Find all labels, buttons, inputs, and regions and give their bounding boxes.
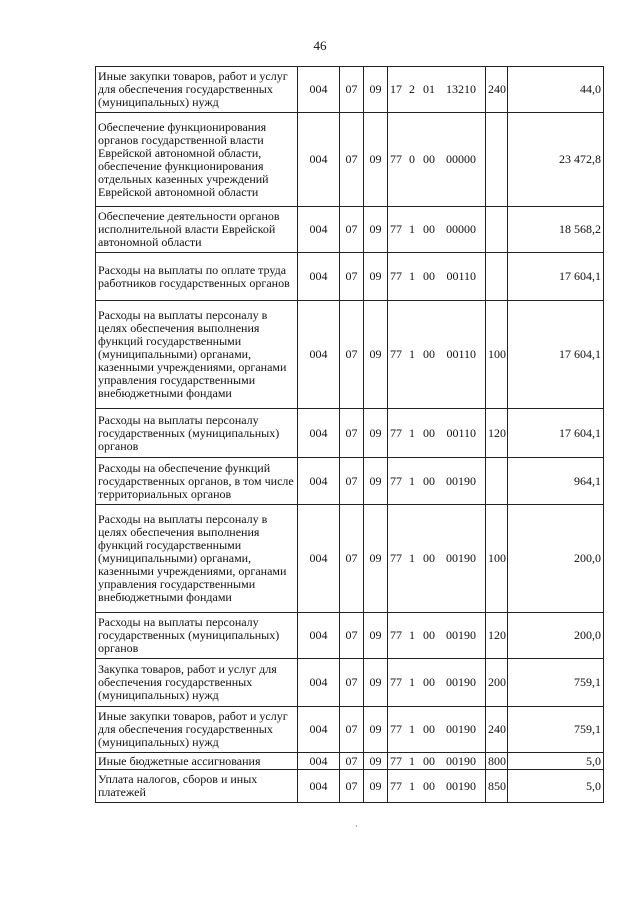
ministry-code: 004 xyxy=(298,207,340,253)
csr-subprogram: 1 xyxy=(409,269,415,283)
expense-type-code: 200 xyxy=(486,659,508,707)
ministry-code: 004 xyxy=(298,707,340,753)
target-article-code xyxy=(388,67,486,113)
csr-program: 77 xyxy=(390,628,402,642)
target-article-code xyxy=(388,409,486,458)
csr-direction: 13210 xyxy=(446,82,476,96)
section-code: 07 xyxy=(340,253,364,301)
target-article-code xyxy=(388,707,486,753)
row-name: Расходы на выплаты персоналу государственных (муниципальных) органов xyxy=(96,409,298,458)
subsection-code: 09 xyxy=(364,67,388,113)
section-code: 07 xyxy=(340,67,364,113)
table-row xyxy=(96,753,604,770)
csr-program: 77 xyxy=(390,778,402,793)
csr-event: 00 xyxy=(423,778,435,793)
subsection-code: 09 xyxy=(364,770,388,803)
amount: 17 604,1 xyxy=(508,253,604,301)
csr-event: 00 xyxy=(423,675,435,689)
ministry-code: 004 xyxy=(298,409,340,458)
expense-type-code xyxy=(486,253,508,301)
row-name: Расходы на выплаты по оплате труда работников государственных органов xyxy=(96,253,298,301)
subsection-code: 09 xyxy=(364,659,388,707)
csr-direction: 00190 xyxy=(446,473,476,488)
target-article-code xyxy=(388,253,486,301)
subsection-code: 09 xyxy=(364,113,388,207)
budget-table xyxy=(95,66,604,803)
csr-direction: 00190 xyxy=(446,628,476,642)
ministry-code: 004 xyxy=(298,659,340,707)
csr-event: 00 xyxy=(423,551,435,565)
csr-direction: 00000 xyxy=(446,222,476,236)
row-name: Иные бюджетные ассигнования xyxy=(96,753,298,770)
csr-subprogram: 1 xyxy=(409,753,415,768)
csr-event: 00 xyxy=(423,347,435,361)
target-article-code xyxy=(388,207,486,253)
csr-subprogram: 1 xyxy=(409,551,415,565)
table-row xyxy=(96,409,604,458)
expense-type-code: 240 xyxy=(486,67,508,113)
ministry-code: 004 xyxy=(298,505,340,613)
csr-direction: 00190 xyxy=(446,778,476,793)
csr-program: 77 xyxy=(390,347,402,361)
subsection-code: 09 xyxy=(364,753,388,770)
subsection-code: 09 xyxy=(364,613,388,659)
row-name: Иные закупки товаров, работ и услуг для обеспечения государственных (муниципальных) нужд xyxy=(96,707,298,753)
csr-event: 00 xyxy=(423,152,435,166)
csr-event: 00 xyxy=(423,473,435,488)
expense-type-code: 240 xyxy=(486,707,508,753)
table-row xyxy=(96,659,604,707)
amount: 5,0 xyxy=(508,753,604,770)
csr-direction: 00190 xyxy=(446,753,476,768)
section-code: 07 xyxy=(340,207,364,253)
ministry-code: 004 xyxy=(298,113,340,207)
amount: 23 472,8 xyxy=(508,113,604,207)
section-code: 07 xyxy=(340,301,364,409)
amount: 17 604,1 xyxy=(508,301,604,409)
csr-event: 01 xyxy=(423,82,435,96)
row-name: Закупка товаров, работ и услуг для обеспечения государственных (муниципальных) нужд xyxy=(96,659,298,707)
page-number: 46 xyxy=(313,38,327,53)
table-row xyxy=(96,253,604,301)
section-code: 07 xyxy=(340,505,364,613)
amount: 18 568,2 xyxy=(508,207,604,253)
row-name: Обеспечение функционирования органов государственной власти Еврейской автономной области, обеспечение функционирования отдельных казенных учреждений Еврейской автономной области xyxy=(96,113,298,207)
csr-program: 77 xyxy=(390,269,402,283)
section-code: 07 xyxy=(340,458,364,505)
target-article-code xyxy=(388,753,486,770)
csr-subprogram: 1 xyxy=(409,473,415,488)
table-row xyxy=(96,113,604,207)
csr-program: 77 xyxy=(390,551,402,565)
csr-direction: 00110 xyxy=(446,347,476,361)
csr-subprogram: 1 xyxy=(409,778,415,793)
expense-type-code xyxy=(486,113,508,207)
csr-program: 77 xyxy=(390,425,402,440)
table-row xyxy=(96,207,604,253)
section-code: 07 xyxy=(340,613,364,659)
expense-type-code: 100 xyxy=(486,505,508,613)
target-article-code xyxy=(388,458,486,505)
csr-program: 77 xyxy=(390,722,402,736)
csr-event: 00 xyxy=(423,628,435,642)
row-name: Иные закупки товаров, работ и услуг для обеспечения государственных (муниципальных) нужд xyxy=(96,67,298,113)
table-row xyxy=(96,458,604,505)
csr-subprogram: 1 xyxy=(409,628,415,642)
table-row xyxy=(96,301,604,409)
subsection-code: 09 xyxy=(364,707,388,753)
csr-direction: 00190 xyxy=(446,722,476,736)
expense-type-code: 100 xyxy=(486,301,508,409)
row-name: Расходы на обеспечение функций государственных органов, в том числе территориальных органов xyxy=(96,458,298,505)
section-code: 07 xyxy=(340,707,364,753)
ministry-code: 004 xyxy=(298,67,340,113)
csr-event: 00 xyxy=(423,269,435,283)
amount: 759,1 xyxy=(508,659,604,707)
subsection-code: 09 xyxy=(364,253,388,301)
subsection-code: 09 xyxy=(364,458,388,505)
csr-subprogram: 1 xyxy=(409,425,415,440)
csr-direction: 00110 xyxy=(446,425,476,440)
row-name: Обеспечение деятельности органов исполнительной власти Еврейской автономной области xyxy=(96,207,298,253)
section-code: 07 xyxy=(340,409,364,458)
csr-program: 77 xyxy=(390,473,402,488)
subsection-code: 09 xyxy=(364,301,388,409)
expense-type-code: 120 xyxy=(486,613,508,659)
amount: 5,0 xyxy=(508,770,604,803)
expense-type-code: 850 xyxy=(486,770,508,803)
subsection-code: 09 xyxy=(364,505,388,613)
amount: 200,0 xyxy=(508,613,604,659)
row-name: Расходы на выплаты персоналу в целях обеспечения выполнения функций государственными (муниципальными) органами, казенными учреждениями, органами управления государственными внебюджетными фондами xyxy=(96,301,298,409)
csr-subprogram: 0 xyxy=(409,152,415,166)
csr-direction: 00190 xyxy=(446,675,476,689)
csr-event: 00 xyxy=(423,222,435,236)
ministry-code: 004 xyxy=(298,613,340,659)
amount: 200,0 xyxy=(508,505,604,613)
csr-event: 00 xyxy=(423,425,435,440)
amount: 17 604,1 xyxy=(508,409,604,458)
csr-program: 77 xyxy=(390,675,402,689)
ministry-code: 004 xyxy=(298,770,340,803)
row-name: Уплата налогов, сборов и иных платежей xyxy=(96,770,298,803)
section-code: 07 xyxy=(340,113,364,207)
csr-direction: 00000 xyxy=(446,152,476,166)
subsection-code: 09 xyxy=(364,207,388,253)
ministry-code: 004 xyxy=(298,753,340,770)
target-article-code xyxy=(388,301,486,409)
amount: 759,1 xyxy=(508,707,604,753)
csr-program: 17 xyxy=(390,82,402,96)
section-code: 07 xyxy=(340,753,364,770)
csr-subprogram: 2 xyxy=(409,82,415,96)
section-code: 07 xyxy=(340,659,364,707)
target-article-code xyxy=(388,113,486,207)
csr-event: 00 xyxy=(423,753,435,768)
amount: 964,1 xyxy=(508,458,604,505)
table-row xyxy=(96,707,604,753)
target-article-code xyxy=(388,770,486,803)
section-code: 07 xyxy=(340,770,364,803)
amount: 44,0 xyxy=(508,67,604,113)
target-article-code xyxy=(388,505,486,613)
table-row xyxy=(96,67,604,113)
expense-type-code: 800 xyxy=(486,753,508,770)
csr-direction: 00190 xyxy=(446,551,476,565)
csr-program: 77 xyxy=(390,152,402,166)
csr-subprogram: 1 xyxy=(409,222,415,236)
subsection-code: 09 xyxy=(364,409,388,458)
table-row xyxy=(96,770,604,803)
table-row xyxy=(96,613,604,659)
csr-subprogram: 1 xyxy=(409,722,415,736)
target-article-code xyxy=(388,659,486,707)
csr-program: 77 xyxy=(390,753,402,768)
scan-artifact-dot: · xyxy=(355,822,358,831)
ministry-code: 004 xyxy=(298,253,340,301)
csr-program: 77 xyxy=(390,222,402,236)
row-name: Расходы на выплаты персоналу в целях обеспечения выполнения функций государственными (муниципальными) органами, казенными учреждениями, органами управления государственными внебюджетными фондами xyxy=(96,505,298,613)
expense-type-code xyxy=(486,207,508,253)
ministry-code: 004 xyxy=(298,301,340,409)
expense-type-code xyxy=(486,458,508,505)
table-row xyxy=(96,505,604,613)
target-article-code xyxy=(388,613,486,659)
csr-subprogram: 1 xyxy=(409,347,415,361)
row-name: Расходы на выплаты персоналу государственных (муниципальных) органов xyxy=(96,613,298,659)
expense-type-code: 120 xyxy=(486,409,508,458)
csr-direction: 00110 xyxy=(446,269,476,283)
ministry-code: 004 xyxy=(298,458,340,505)
csr-subprogram: 1 xyxy=(409,675,415,689)
csr-event: 00 xyxy=(423,722,435,736)
